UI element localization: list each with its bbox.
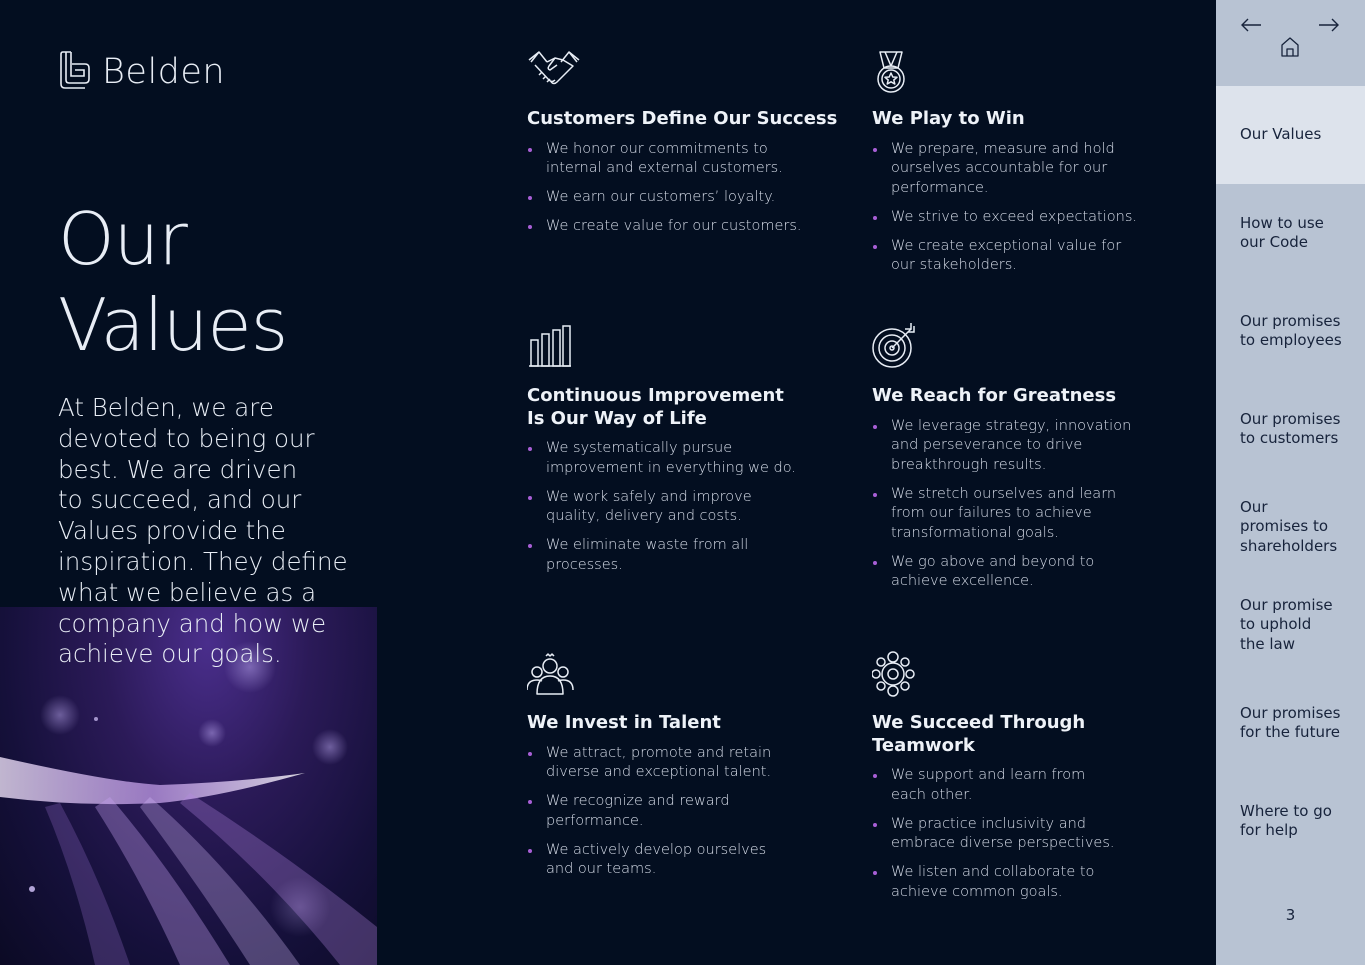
people-group-icon bbox=[527, 650, 581, 698]
label-line: to uphold bbox=[1240, 615, 1312, 634]
brand-logo bbox=[58, 50, 225, 94]
sidebar-item-label bbox=[1240, 214, 1324, 253]
value-title bbox=[872, 712, 1172, 757]
sidebar-item-employees[interactable] bbox=[1216, 282, 1365, 380]
label-line: Where to go bbox=[1240, 801, 1332, 820]
value-bullet bbox=[527, 439, 827, 478]
intro-line: best. We are driven bbox=[58, 454, 298, 484]
value-bullet bbox=[527, 217, 827, 237]
bar-chart-icon bbox=[527, 322, 581, 370]
value-title-line: Is Our Way of Life bbox=[527, 407, 707, 429]
sidebar-nav bbox=[1216, 0, 1365, 965]
bullet-line: and our teams. bbox=[546, 861, 657, 877]
bullet-line: quality, delivery and costs. bbox=[546, 508, 742, 524]
arrow-right-icon[interactable] bbox=[1318, 16, 1340, 38]
label-line: How to use bbox=[1240, 213, 1324, 232]
value-bullet bbox=[527, 536, 827, 575]
value-card-continuous-improvement bbox=[527, 322, 827, 585]
value-title-line: We Invest in Talent bbox=[527, 712, 721, 733]
teamwork-circle-icon bbox=[872, 650, 926, 698]
arrow-left-icon[interactable] bbox=[1240, 16, 1262, 38]
bullet-line: transformational goals. bbox=[891, 524, 1059, 541]
page-title bbox=[58, 196, 287, 368]
label-line: to employees bbox=[1240, 331, 1342, 349]
sidebar-item-label bbox=[1240, 125, 1321, 145]
label-line: for the future bbox=[1240, 723, 1341, 741]
sidebar-item-label bbox=[1240, 498, 1337, 557]
value-title-line: Customers Define Our Success bbox=[527, 108, 838, 129]
bullet-line: performance. bbox=[891, 179, 989, 196]
page-number: 3 bbox=[1285, 906, 1296, 924]
bullet-line: achieve common goals. bbox=[891, 883, 1063, 900]
bullet-line: We systematically pursue bbox=[546, 440, 733, 456]
brand-name: Belden bbox=[102, 52, 226, 92]
page-title-line: Values bbox=[58, 283, 288, 367]
bullet-line: internal and external customers. bbox=[546, 160, 783, 176]
bullet-line: We honor our commitments to bbox=[546, 140, 768, 157]
intro-line: Values provide the bbox=[58, 516, 286, 546]
label-line: promises to bbox=[1240, 517, 1329, 536]
home-icon[interactable] bbox=[1280, 36, 1300, 62]
intro-line: devoted to being our bbox=[58, 423, 315, 453]
intro-line: achieve our goals. bbox=[58, 639, 282, 669]
bullet-line: We earn our customers’ loyalty. bbox=[546, 189, 776, 205]
label-line: to customers bbox=[1240, 429, 1339, 447]
bullet-line: improvement in everything we do. bbox=[546, 459, 796, 476]
sidebar-item-label bbox=[1240, 410, 1340, 449]
intro-line: At Belden, we are bbox=[58, 393, 274, 422]
value-title bbox=[872, 108, 1172, 131]
sidebar-nav-controls bbox=[1216, 0, 1365, 86]
label-line: our Code bbox=[1240, 233, 1309, 251]
bullet-line: ourselves accountable for our bbox=[891, 160, 1108, 176]
value-card-play-to-win bbox=[872, 48, 1172, 285]
value-bullet bbox=[872, 815, 1172, 854]
value-bullets bbox=[527, 439, 827, 575]
sidebar-item-label bbox=[1240, 312, 1342, 351]
label-line: for help bbox=[1240, 821, 1298, 839]
bullet-line: We leverage strategy, innovation bbox=[891, 417, 1132, 434]
intro-line: company and how we bbox=[58, 608, 327, 638]
value-bullet bbox=[872, 553, 1172, 592]
sidebar-item-label bbox=[1240, 802, 1332, 841]
label-line: shareholders bbox=[1240, 536, 1338, 555]
bullet-line: processes. bbox=[546, 556, 623, 573]
sidebar-item-help[interactable] bbox=[1216, 772, 1365, 870]
bullet-line: diverse and exceptional talent. bbox=[546, 764, 772, 780]
intro-line: to succeed, and our bbox=[58, 485, 302, 515]
page-title-line: Our bbox=[58, 197, 187, 281]
sidebar-item-uphold-law[interactable] bbox=[1216, 576, 1365, 674]
sidebar-item-customers[interactable] bbox=[1216, 380, 1365, 478]
sidebar-item-our-values[interactable] bbox=[1216, 86, 1365, 184]
value-bullet bbox=[872, 208, 1172, 228]
intro-line: inspiration. They define bbox=[58, 546, 348, 576]
bullet-line: We recognize and reward bbox=[546, 793, 730, 809]
bullet-line: We attract, promote and retain bbox=[546, 744, 772, 761]
bullet-line: each other. bbox=[891, 786, 973, 803]
value-bullet bbox=[527, 744, 827, 783]
value-bullets bbox=[872, 766, 1172, 902]
value-bullet bbox=[527, 488, 827, 527]
bullet-line: We go above and beyond to bbox=[891, 553, 1095, 570]
bullet-line: We prepare, measure and hold bbox=[891, 140, 1115, 157]
handshake-icon bbox=[527, 48, 581, 96]
sidebar-item-how-to-use[interactable] bbox=[1216, 184, 1365, 282]
value-bullet bbox=[527, 841, 827, 880]
value-bullet bbox=[872, 140, 1172, 199]
belden-logo-icon bbox=[58, 50, 92, 94]
bullet-line: We eliminate waste from all bbox=[546, 537, 749, 553]
value-card-teamwork bbox=[872, 650, 1172, 912]
value-bullets bbox=[527, 744, 827, 880]
sidebar-item-label bbox=[1240, 596, 1333, 655]
intro-paragraph bbox=[58, 393, 358, 670]
label-line: the law bbox=[1240, 634, 1296, 653]
target-icon bbox=[872, 322, 926, 370]
value-title-line: We Reach for Greatness bbox=[872, 385, 1117, 406]
bullet-line: achieve excellence. bbox=[891, 573, 1034, 589]
bullet-line: We support and learn from bbox=[891, 767, 1086, 783]
value-bullet bbox=[872, 485, 1172, 544]
value-bullet bbox=[872, 417, 1172, 476]
bullet-line: performance. bbox=[546, 812, 644, 829]
value-card-reach-for-greatness bbox=[872, 322, 1172, 601]
bullet-line: We actively develop ourselves bbox=[546, 841, 767, 858]
bullet-line: We listen and collaborate to bbox=[891, 864, 1095, 880]
value-bullet bbox=[527, 140, 827, 179]
bullet-line: We create value for our customers. bbox=[546, 218, 802, 234]
value-bullet bbox=[527, 188, 827, 208]
value-title-line: Continuous Improvement bbox=[527, 385, 784, 406]
sidebar-item-shareholders[interactable] bbox=[1216, 478, 1365, 576]
value-title-line: Teamwork bbox=[872, 734, 975, 756]
value-bullet bbox=[872, 237, 1172, 276]
label-line: Our promises bbox=[1240, 311, 1341, 330]
bullet-line: We practice inclusivity and bbox=[891, 815, 1087, 832]
value-title bbox=[527, 385, 827, 430]
value-bullets bbox=[872, 417, 1172, 592]
value-card-invest-in-talent bbox=[527, 650, 827, 889]
value-title-line: We Succeed Through bbox=[872, 712, 1086, 733]
bullet-line: breakthrough results. bbox=[891, 456, 1047, 473]
value-bullet bbox=[872, 863, 1172, 902]
value-title bbox=[872, 385, 1172, 408]
bullet-line: embrace diverse perspectives. bbox=[891, 835, 1115, 851]
bullet-line: We stretch ourselves and learn bbox=[891, 485, 1117, 502]
value-title bbox=[527, 108, 838, 131]
value-bullets bbox=[872, 140, 1172, 276]
bullet-line: our stakeholders. bbox=[891, 257, 1017, 273]
bullet-line: We work safely and improve bbox=[546, 488, 752, 505]
sidebar-item-future[interactable] bbox=[1216, 674, 1365, 772]
value-card-customers bbox=[527, 48, 838, 246]
value-bullet bbox=[527, 792, 827, 831]
bullet-line: We strive to exceed expectations. bbox=[891, 208, 1137, 225]
value-title bbox=[527, 712, 827, 735]
intro-line: what we believe as a bbox=[58, 577, 317, 607]
medal-icon bbox=[872, 48, 926, 96]
value-title-line: We Play to Win bbox=[872, 108, 1025, 129]
label-line: Our Values bbox=[1240, 125, 1322, 144]
label-line: Our promise bbox=[1240, 595, 1333, 614]
bullet-line: from our failures to achieve bbox=[891, 505, 1092, 521]
sidebar-item-label bbox=[1240, 704, 1340, 743]
value-bullet bbox=[872, 766, 1172, 805]
label-line: Our promises bbox=[1240, 703, 1341, 722]
label-line: Our bbox=[1240, 497, 1268, 516]
bullet-line: We create exceptional value for bbox=[891, 237, 1122, 254]
label-line: Our promises bbox=[1240, 409, 1341, 428]
bullet-line: and perseverance to drive bbox=[891, 437, 1083, 453]
value-bullets bbox=[527, 140, 827, 237]
